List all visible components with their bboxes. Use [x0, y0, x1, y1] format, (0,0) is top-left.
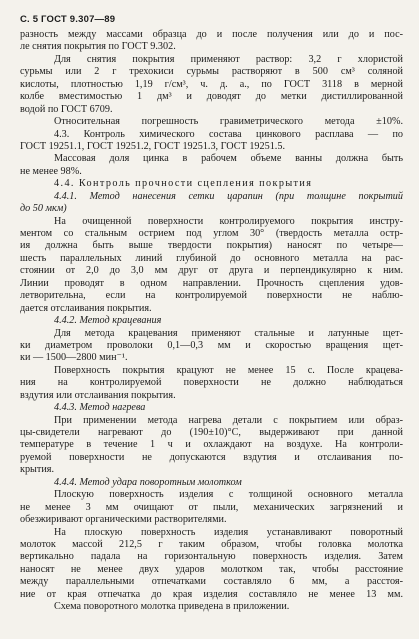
text-line: На плоскую поверхность изделия устанавливают поворотный	[54, 526, 403, 538]
text-line: дается отслаивания покрытия.	[20, 302, 152, 314]
text-line: ние от края отпечатка до края изделия составляло не менее 13 мм.	[20, 588, 403, 600]
text-line: стоянии от 2,0 до 3,0 мм друг от друга и перпендикулярно к ним.	[20, 265, 403, 277]
text-line: ния на контролируемой поверхности не должно наблюдаться	[20, 377, 403, 389]
text-line: обезжиривают органическими растворителями.	[20, 514, 227, 526]
text-line: При применении метода нагрева детали с покрытием или образ-	[54, 414, 403, 426]
text-line: цы-свидетели нагревают до (190±10)°С, выдерживают при данной	[20, 427, 403, 438]
text-line: вздутия или отслаивания покрытия.	[20, 389, 176, 401]
text-line: температуре в течение 1 ч и охлаждают на воздухе. На контроли-	[20, 439, 403, 451]
text-line: между параллельными отпечатками составляло 6 мм, а расстоя-	[20, 576, 403, 588]
text-line: вертикально падала на горизонтальную поверхность изделия. Затем	[20, 551, 403, 563]
text-line: Плоскую поверхность изделия с толщиной основного металла	[54, 489, 403, 501]
text-line: ментом со стальным острием под углом 30° (твердость металла остр-	[20, 228, 403, 239]
text-line: ГОСТ 19251.1, ГОСТ 19251.2, ГОСТ 19251.3, ГОСТ 19251.5.	[20, 140, 285, 152]
text-line: наносят не менее двух ударов молотком так, чтобы расстояние	[20, 563, 403, 575]
text-line: Относительная погрешность гравиметрического метода ±10%.	[54, 116, 403, 128]
text-line: крытия.	[20, 464, 55, 476]
text-line: не менее 98%.	[20, 165, 82, 177]
subsection-heading: 4.4.3. Метод нагрева	[54, 402, 146, 414]
subsection-heading: 4.4.1. Метод нанесения сетки царапин (при толщине покрытий	[54, 190, 403, 202]
section-heading: 4.4. Контроль прочности сцепления покрытия	[54, 178, 313, 190]
text-line: Массовая доля цинка в рабочем объеме ванны должна быть	[54, 153, 403, 165]
text-line: ки диаметром проволоки 0,1—0,3 мм и скоростью вращения щет-	[20, 339, 403, 351]
text-line: летворительна, если на контролируемой поверхности не наблю-	[20, 290, 403, 302]
text-line: Линии проводят в одном направлении. Прочность сцепления удов-	[20, 277, 403, 289]
text-line: разность между массами образца до и после получения или до и пос-	[20, 29, 403, 40]
text-line: колбе вместимостью 1 дм³ и доводят до метки дистиллированной	[20, 91, 403, 103]
text-line: шесть параллельных линий глубиной до основного металла на рас-	[20, 252, 403, 264]
text-line: На очищенной поверхности контролируемого покрытия инстру-	[54, 215, 403, 227]
text-line: Для снятия покрытия применяют раствор: 3,2 г хлористой	[54, 53, 403, 65]
text-line: не менее 3 мм очищают от пыли, механических загрязнений и	[20, 501, 403, 513]
text-line: ки — 1500—2800 мин⁻¹.	[20, 352, 128, 364]
text-line: ия должна быть выше твердости покрытия) наносят по четыре—	[20, 240, 403, 252]
subsection-heading: до 50 мкм)	[20, 203, 67, 215]
text-line: водой по ГОСТ 6709.	[20, 103, 113, 115]
text-line: кислоты, плотностью 1,19 г/см³, ч. д. а., по ГОСТ 3118 в мерной	[20, 78, 403, 90]
text-line: руемой поверхности не допускаются вздутия и отслаивания по-	[20, 451, 403, 463]
text-line: молоток массой 212,5 г таким образом, чтобы головка молотка	[20, 538, 403, 550]
page-header: С. 5 ГОСТ 9.307—89	[20, 14, 116, 25]
text-line: сурьмы или 2 г трехокиси сурьмы растворяют в 500 см³ соляной	[20, 66, 403, 78]
text-line: Схема поворотного молотка приведена в приложении.	[54, 601, 290, 613]
text-line: Поверхность покрытия крацуют не менее 15 с. После крацева-	[54, 364, 403, 376]
text-line: ле снятия покрытия по ГОСТ 9.302.	[20, 41, 176, 53]
text-line: Для метода крацевания применяют стальные и латунные щет-	[54, 327, 403, 339]
text-line: 4.3. Контроль химического состава цинкового расплава — по	[54, 128, 403, 140]
subsection-heading: 4.4.4. Метод удара поворотным молотком	[54, 476, 242, 488]
subsection-heading: 4.4.2. Метод крацевания	[54, 315, 162, 327]
